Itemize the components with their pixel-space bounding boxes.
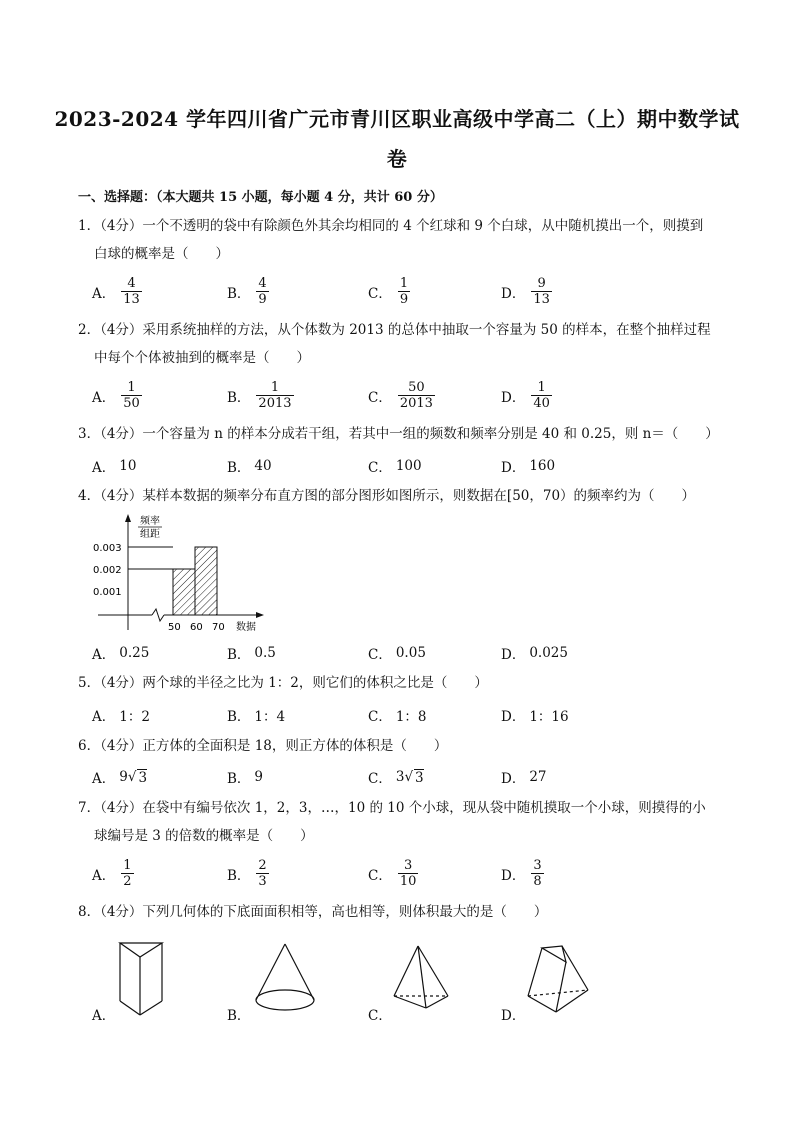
option-d[interactable]: D． 160 xyxy=(501,458,556,476)
question-4: 4．（4分）某样本数据的频率分布直方图的部分图形如图所示，则数据在[50，70）的频率约为（ ） xyxy=(78,488,696,504)
question-1: 1．（4分）一个不透明的袋中有除颜色外其余均相同的 4 个红球和 9 个白球，从中随机摸出一个，则摸到 白球的概率是（ ） xyxy=(78,218,704,262)
option-b[interactable]: B． $\frac{2}{3}$ xyxy=(227,858,267,889)
pyramid-figure xyxy=(388,942,454,1018)
option-b[interactable]: B． $\frac{4}{9}$ xyxy=(227,276,267,307)
option-a[interactable]: A． xyxy=(92,1008,116,1024)
option-b[interactable]: B． xyxy=(227,1008,251,1024)
x-axis-arrow-icon xyxy=(256,612,264,618)
y-axis-arrow-icon xyxy=(125,514,131,522)
xtick-50: 50 xyxy=(168,622,181,633)
option-b[interactable]: B． 40 xyxy=(227,458,272,476)
histogram-bar-50-60 xyxy=(173,569,195,615)
section-heading: 一、选择题：（本大题共 15 小题，每小题 4 分，共计 60 分） xyxy=(78,190,443,205)
question-6: 6．（4分）正方体的全面积是 18，则正方体的体积是（ ） xyxy=(78,738,448,754)
option-a[interactable]: A． 0.25 xyxy=(92,645,150,663)
option-b[interactable]: B． 0.5 xyxy=(227,645,276,663)
option-c[interactable]: C． $\frac{1}{9}$ xyxy=(368,276,409,307)
option-a[interactable]: A． 1：2 xyxy=(92,709,150,725)
option-c[interactable]: C． 0.05 xyxy=(368,645,426,663)
option-c[interactable]: C． xyxy=(368,1008,392,1024)
sqrt-icon: √ xyxy=(404,769,414,785)
option-a[interactable]: A． $\frac{1}{2}$ xyxy=(92,858,132,889)
xtick-60: 60 xyxy=(190,622,203,633)
ytick-0001: 0.001 xyxy=(93,587,122,598)
option-d[interactable]: D． 27 xyxy=(501,769,547,787)
xlabel: 数据 xyxy=(236,622,256,633)
option-d[interactable]: D． xyxy=(501,1008,526,1024)
triangular-prism-figure xyxy=(110,935,170,1021)
option-c[interactable]: C． $\frac{50}{2013}$ xyxy=(368,380,433,411)
question-2: 2．（4分）采用系统抽样的方法，从个体数为 2013 的总体中抽取一个容量为 50 的样本，在整个抽样过程 中每个个体被抽到的概率是（ ） xyxy=(78,322,711,366)
axis-break-icon xyxy=(152,609,164,621)
option-c[interactable]: C． 3 √ 3 xyxy=(368,769,424,787)
option-b[interactable]: B． 1：4 xyxy=(227,709,286,725)
histogram-figure xyxy=(92,512,272,636)
option-a[interactable]: A． $\frac{4}{13}$ xyxy=(92,276,140,307)
option-b[interactable]: B． 9 xyxy=(227,769,264,787)
option-d[interactable]: D． $\frac{1}{40}$ xyxy=(501,380,550,411)
option-a[interactable]: A． 10 xyxy=(92,458,137,476)
sqrt-icon: √ xyxy=(127,769,137,785)
histogram-bar-60-70 xyxy=(195,547,217,615)
question-8: 8．（4分）下列几何体的下底面面积相等，高也相等，则体积最大的是（ ） xyxy=(78,904,548,920)
option-d[interactable]: D． $\frac{3}{8}$ xyxy=(501,858,542,889)
ylabel-bottom: 组距 xyxy=(140,529,160,540)
cone-figure xyxy=(250,940,320,1018)
option-d[interactable]: D． 1：16 xyxy=(501,709,569,725)
option-c[interactable]: C． $\frac{3}{10}$ xyxy=(368,858,417,889)
option-d[interactable]: D． 0.025 xyxy=(501,645,568,663)
frustum-figure xyxy=(522,940,594,1020)
question-3: 3．（4分）一个容量为 n 的样本分成若干组，若其中一组的频数和频率分别是 40 和 0.25，则 n＝（ ） xyxy=(78,426,719,442)
option-a[interactable]: A． $\frac{1}{50}$ xyxy=(92,380,140,411)
option-c[interactable]: C． 100 xyxy=(368,458,422,476)
option-d[interactable]: D． $\frac{9}{13}$ xyxy=(501,276,550,307)
option-c[interactable]: C． 1：8 xyxy=(368,709,427,725)
exam-title-line2: 卷 xyxy=(386,147,408,171)
question-7: 7．（4分）在袋中有编号依次 1，2，3，…，10 的 10 个小球，现从袋中随机摸取一个小球，则摸得的小 球编号是 3 的倍数的概率是（ ） xyxy=(78,800,706,844)
ylabel-top: 频率 xyxy=(140,516,160,527)
ytick-0002: 0.002 xyxy=(93,565,122,576)
question-5: 5．（4分）两个球的半径之比为 1：2，则它们的体积之比是（ ） xyxy=(78,675,488,691)
exam-title-line1: 2023-2024 学年四川省广元市青川区职业高级中学高二（上）期中数学试 xyxy=(54,107,740,131)
xtick-70: 70 xyxy=(212,622,225,633)
option-a[interactable]: A． 9 √ 3 xyxy=(92,769,148,787)
ytick-0003: 0.003 xyxy=(93,543,122,554)
option-b[interactable]: B． $\frac{1}{2013}$ xyxy=(227,380,292,411)
